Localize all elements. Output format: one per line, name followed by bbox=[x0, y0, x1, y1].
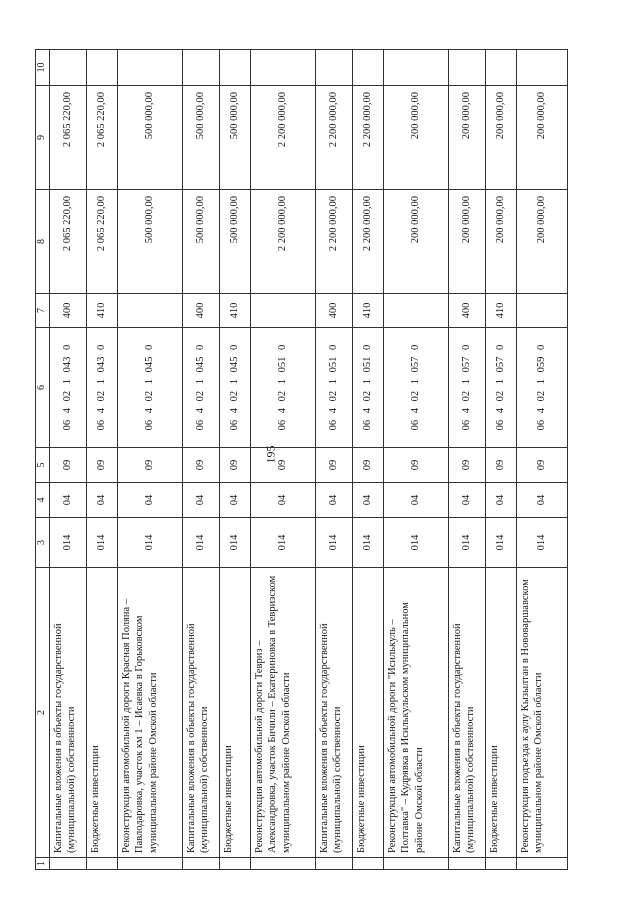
table-row bbox=[315, 50, 352, 870]
cell-expense-type: 410 bbox=[352, 294, 383, 328]
cell-amount-8: 2 200 000,00 bbox=[352, 190, 383, 294]
cell-expense-type bbox=[250, 294, 315, 328]
row-name: Бюджетные инвестиции bbox=[219, 568, 250, 858]
cell-amount-10 bbox=[86, 50, 117, 86]
cell-subsection: 09 bbox=[250, 448, 315, 483]
cell-amount-8: 500 000,00 bbox=[219, 190, 250, 294]
cell-amount-9: 200 000,00 bbox=[448, 86, 485, 190]
table-row bbox=[485, 50, 516, 870]
cell-amount-10 bbox=[219, 50, 250, 86]
row-name: Реконструкция подъезда к аулу Кызылтан в Нововаршавском муниципальном районе Омской области bbox=[516, 568, 567, 858]
cell-subsection: 09 bbox=[49, 448, 86, 483]
cell-amount-9: 2 200 000,00 bbox=[315, 86, 352, 190]
cell-admin-code: 014 bbox=[117, 518, 182, 568]
cell-section: 04 bbox=[49, 483, 86, 518]
cell-admin-code: 014 bbox=[250, 518, 315, 568]
row-name: Реконструкция автомобильной дороги "Исилькуль – Полтавка" – Кудрявка в Исилькульском муниципальном районе Омской области bbox=[383, 568, 448, 858]
cell-amount-8: 2 065 220,00 bbox=[86, 190, 117, 294]
cell-amount-9: 500 000,00 bbox=[182, 86, 219, 190]
cell-amount-8: 500 000,00 bbox=[117, 190, 182, 294]
col-header-4: 4 bbox=[36, 483, 50, 518]
cell-admin-code: 014 bbox=[352, 518, 383, 568]
cell-expense-type bbox=[516, 294, 567, 328]
cell-expense-type bbox=[117, 294, 182, 328]
cell-subsection: 09 bbox=[383, 448, 448, 483]
cell-admin-code: 014 bbox=[49, 518, 86, 568]
cell-section: 04 bbox=[352, 483, 383, 518]
cell-amount-10 bbox=[49, 50, 86, 86]
cell-section: 04 bbox=[219, 483, 250, 518]
cell-section: 04 bbox=[86, 483, 117, 518]
cell-amount-10 bbox=[352, 50, 383, 86]
cell-section: 04 bbox=[516, 483, 567, 518]
cell-admin-code: 014 bbox=[516, 518, 567, 568]
cell-amount-8: 2 200 000,00 bbox=[250, 190, 315, 294]
cell-amount-10 bbox=[485, 50, 516, 86]
cell-amount-10 bbox=[182, 50, 219, 86]
cell-amount-8: 500 000,00 bbox=[182, 190, 219, 294]
cell-amount-8: 2 200 000,00 bbox=[315, 190, 352, 294]
row-name: Капитальные вложения в объекты государственной (муниципальной) собственности bbox=[182, 568, 219, 858]
cell-section: 04 bbox=[182, 483, 219, 518]
table-row bbox=[86, 50, 117, 870]
table-row bbox=[250, 50, 315, 870]
col-header-7: 7 bbox=[36, 294, 50, 328]
cell-amount-9: 2 065 220,00 bbox=[49, 86, 86, 190]
header-row bbox=[36, 50, 50, 870]
row-name: Бюджетные инвестиции bbox=[485, 568, 516, 858]
table-row bbox=[117, 50, 182, 870]
cell-subsection: 09 bbox=[516, 448, 567, 483]
cell-section: 04 bbox=[448, 483, 485, 518]
cell-target-code: 06 4 02 1 059 0 bbox=[516, 328, 567, 448]
cell-amount-9: 2 200 000,00 bbox=[250, 86, 315, 190]
cell-section: 04 bbox=[250, 483, 315, 518]
table-row bbox=[383, 50, 448, 870]
cell-expense-type: 410 bbox=[485, 294, 516, 328]
row-name: Реконструкция автомобильной дороги Красная Поляна – Павлодаровка, участок км 1 – Исаевка в Горьковском муниципальном районе Омской области bbox=[117, 568, 182, 858]
cell-section: 04 bbox=[315, 483, 352, 518]
cell-amount-10 bbox=[117, 50, 182, 86]
cell-admin-code: 014 bbox=[219, 518, 250, 568]
cell-amount-9: 500 000,00 bbox=[219, 86, 250, 190]
cell-subsection: 09 bbox=[352, 448, 383, 483]
cell-target-code: 06 4 02 1 043 0 bbox=[49, 328, 86, 448]
cell-amount-10 bbox=[315, 50, 352, 86]
cell-admin-code: 014 bbox=[182, 518, 219, 568]
cell-target-code: 06 4 02 1 057 0 bbox=[448, 328, 485, 448]
cell-amount-9: 200 000,00 bbox=[516, 86, 567, 190]
table-row bbox=[49, 50, 86, 870]
table-row bbox=[182, 50, 219, 870]
cell-target-code: 06 4 02 1 051 0 bbox=[352, 328, 383, 448]
cell-subsection: 09 bbox=[219, 448, 250, 483]
cell-expense-type: 410 bbox=[86, 294, 117, 328]
cell-target-code: 06 4 02 1 045 0 bbox=[182, 328, 219, 448]
cell-amount-9: 2 065 220,00 bbox=[86, 86, 117, 190]
cell-subsection: 09 bbox=[485, 448, 516, 483]
cell-subsection: 09 bbox=[86, 448, 117, 483]
cell-amount-10 bbox=[383, 50, 448, 86]
cell-amount-8: 200 000,00 bbox=[448, 190, 485, 294]
col-header-5: 5 bbox=[36, 448, 50, 483]
cell-target-code: 06 4 02 1 045 0 bbox=[219, 328, 250, 448]
row-name: Бюджетные инвестиции bbox=[86, 568, 117, 858]
cell-subsection: 09 bbox=[315, 448, 352, 483]
cell-admin-code: 014 bbox=[448, 518, 485, 568]
cell-expense-type: 400 bbox=[182, 294, 219, 328]
table-row bbox=[219, 50, 250, 870]
table-row bbox=[516, 50, 567, 870]
cell-target-code: 06 4 02 1 057 0 bbox=[383, 328, 448, 448]
row-name: Капитальные вложения в объекты государственной (муниципальной) собственности bbox=[49, 568, 86, 858]
cell-amount-9: 200 000,00 bbox=[383, 86, 448, 190]
col-header-6: 6 bbox=[36, 328, 50, 448]
cell-target-code: 06 4 02 1 045 0 bbox=[117, 328, 182, 448]
cell-admin-code: 014 bbox=[315, 518, 352, 568]
cell-subsection: 09 bbox=[182, 448, 219, 483]
cell-amount-8: 200 000,00 bbox=[383, 190, 448, 294]
cell-subsection: 09 bbox=[448, 448, 485, 483]
cell-amount-10 bbox=[516, 50, 567, 86]
col-header-9: 9 bbox=[36, 86, 50, 190]
cell-target-code: 06 4 02 1 051 0 bbox=[250, 328, 315, 448]
col-header-8: 8 bbox=[36, 190, 50, 294]
row-name: Капитальные вложения в объекты государственной (муниципальной) собственности bbox=[448, 568, 485, 858]
col-header-2: 2 bbox=[36, 568, 50, 858]
table-row bbox=[352, 50, 383, 870]
budget-table bbox=[35, 49, 568, 870]
rotated-table-wrapper bbox=[35, 50, 610, 870]
cell-subsection: 09 bbox=[117, 448, 182, 483]
row-name: Реконструкция автомобильной дороги Тевриз – Александровка, участок Бичили – Екатериновка в Тевризском муниципальном районе Омской области bbox=[250, 568, 315, 858]
cell-section: 04 bbox=[383, 483, 448, 518]
cell-expense-type: 400 bbox=[448, 294, 485, 328]
cell-expense-type bbox=[383, 294, 448, 328]
cell-target-code: 06 4 02 1 043 0 bbox=[86, 328, 117, 448]
cell-target-code: 06 4 02 1 057 0 bbox=[485, 328, 516, 448]
cell-admin-code: 014 bbox=[383, 518, 448, 568]
col-header-3: 3 bbox=[36, 518, 50, 568]
cell-section: 04 bbox=[485, 483, 516, 518]
page-number: 195 bbox=[263, 445, 278, 464]
col-header-10: 10 bbox=[36, 50, 50, 86]
cell-expense-type: 400 bbox=[315, 294, 352, 328]
cell-amount-8: 200 000,00 bbox=[516, 190, 567, 294]
cell-amount-9: 2 200 000,00 bbox=[352, 86, 383, 190]
cell-expense-type: 410 bbox=[219, 294, 250, 328]
cell-admin-code: 014 bbox=[485, 518, 516, 568]
cell-section: 04 bbox=[117, 483, 182, 518]
cell-amount-10 bbox=[250, 50, 315, 86]
cell-amount-8: 200 000,00 bbox=[485, 190, 516, 294]
cell-expense-type: 400 bbox=[49, 294, 86, 328]
cell-amount-9: 200 000,00 bbox=[485, 86, 516, 190]
row-name: Бюджетные инвестиции bbox=[352, 568, 383, 858]
col-header-1: 1 bbox=[36, 858, 50, 870]
cell-amount-9: 500 000,00 bbox=[117, 86, 182, 190]
table-row bbox=[448, 50, 485, 870]
cell-amount-10 bbox=[448, 50, 485, 86]
row-name: Капитальные вложения в объекты государственной (муниципальной) собственности bbox=[315, 568, 352, 858]
cell-target-code: 06 4 02 1 051 0 bbox=[315, 328, 352, 448]
cell-admin-code: 014 bbox=[86, 518, 117, 568]
cell-amount-8: 2 065 220,00 bbox=[49, 190, 86, 294]
